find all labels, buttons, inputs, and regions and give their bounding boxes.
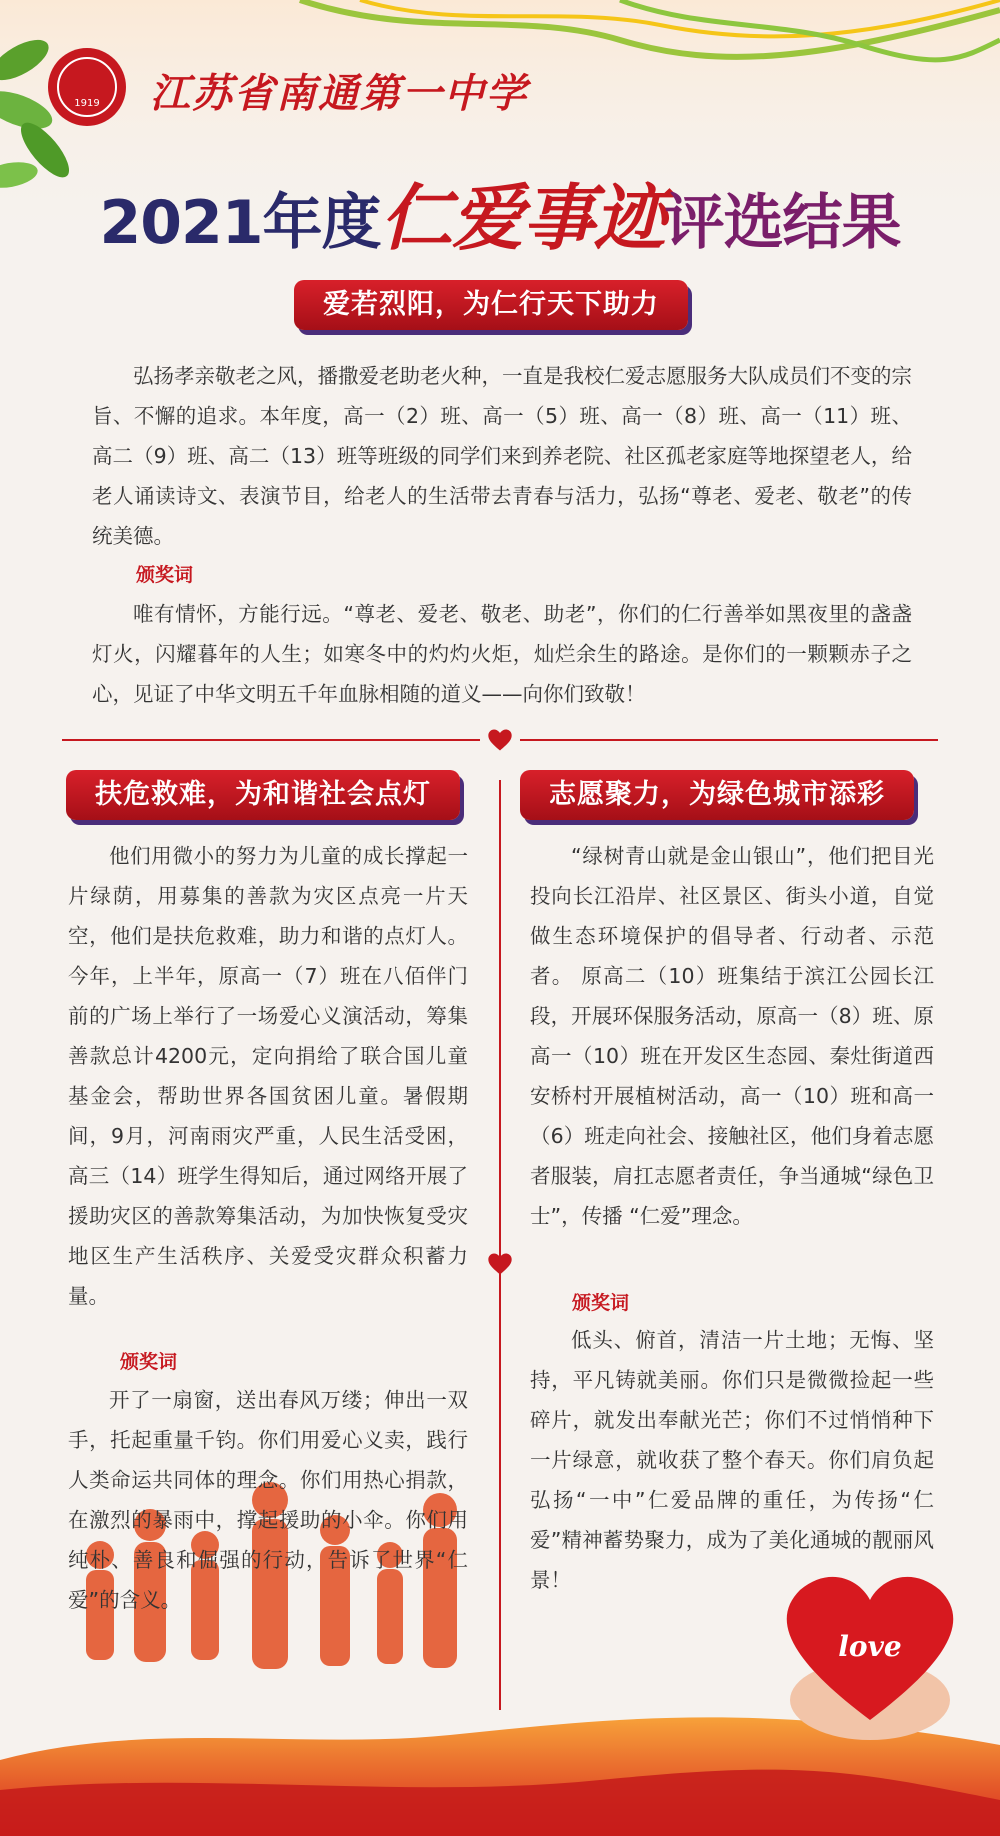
divider-left: [62, 739, 480, 741]
section2-award-label: 颁奖词: [120, 1351, 178, 1373]
school-logo: [48, 48, 126, 126]
school-name: 江苏省南通第一中学: [150, 70, 528, 117]
title-highlight: 仁爱事迹: [380, 175, 665, 260]
heart-icon: [486, 726, 514, 754]
divider-right: [520, 739, 938, 741]
section3-body: “绿树青山就是金山银山”，他们把目光投向长江沿岸、社区景区、街头小道，自觉做生态环境保护的倡导者、行动者、示范者。 原高二（10）班集结于滨江公园长江段，开展环保服务活动，原高一（8）班、原高一（10）班在开发区生态园、秦灶街道西安桥村开展植树活动，高一（10）班和高一（6）班走向社会、接触社区，他们身着志愿者服装，肩扛志愿者责任，争当通城“绿色卫士”，传播 “仁爱”理念。: [530, 844, 934, 1228]
section3-award-label: 颁奖词: [572, 1292, 630, 1314]
section1-award: 唯有情怀，方能行远。“尊老、爱老、敬老、助老”，你们的仁行善举如黑夜里的盏盏灯火，闪耀暮年的人生；如寒冬中的灼灼火炬，灿烂余生的路途。是你们的一颗颗赤子之心，见证了中华文明五千年血脉相随的道义——向你们致敬！: [92, 602, 912, 706]
logo-year: 1919: [74, 98, 100, 109]
title-year: 2021年度: [99, 188, 381, 258]
section1-body: 弘扬孝亲敬老之风，播撒爱老助老火种，一直是我校仁爱志愿服务大队成员们不变的宗旨、不懈的追求。本年度，高一（2）班、高一（5）班、高一（8）班、高一（11）班、高二（9）班、高二（13）班等班级的同学们来到养老院、社区孤老家庭等地探望老人，给老人诵读诗文、表演节目，给老人的生活带去青春与活力，弘扬“尊老、爱老、敬老”的传统美德。: [92, 364, 912, 548]
section3-award: 低头、俯首，清洁一片土地；无悔、坚持，平凡铸就美丽。你们只是微微捡起一些碎片，就发出奉献光芒；你们不过悄悄种下一片绿意，就收获了整个春天。你们肩负起弘扬“一中”仁爱品牌的重任，为传扬“仁爱”精神蓄势聚力，成为了美化通城的靓丽风景！: [530, 1328, 934, 1592]
section2-body: 他们用微小的努力为儿童的成长撑起一片绿荫，用募集的善款为灾区点亮一片天空，他们是扶危救难，助力和谐的点灯人。今年，上半年，原高一（7）班在八佰伴门前的广场上举行了一场爱心义演活动，筹集善款总计4200元，定向捐给了联合国儿童基金会，帮助世界各国贫困儿童。暑假期间，9月，河南雨灾严重，人民生活受困，高三（14）班学生得知后，通过网络开展了援助灾区的善款筹集活动，为加快恢复受灾地区生产生活秩序、关爱受灾群众积蓄力量。: [68, 844, 468, 1308]
column-divider: [499, 780, 501, 1710]
section1-award-label: 颁奖词: [136, 564, 194, 586]
page-title: [0, 160, 1000, 264]
section3-heading: 志愿聚力，为绿色城市添彩: [520, 770, 914, 820]
section2-award: 开了一扇窗，送出春风万缕；伸出一双手，托起重量千钧。你们用爱心义卖，践行人类命运共同体的理念。你们用热心捐款，在激烈的暴雨中，撑起援助的小伞。你们用纯朴、善良和倔强的行动，告诉了世界“仁爱”的含义。: [68, 1388, 468, 1612]
heart-icon: [486, 1250, 514, 1278]
love-text: love: [838, 1630, 902, 1663]
section1-heading: 爱若烈阳，为仁行天下助力: [294, 280, 688, 330]
title-result: 评选结果: [664, 188, 901, 258]
section2-heading: 扶危救难，为和谐社会点灯: [66, 770, 460, 820]
